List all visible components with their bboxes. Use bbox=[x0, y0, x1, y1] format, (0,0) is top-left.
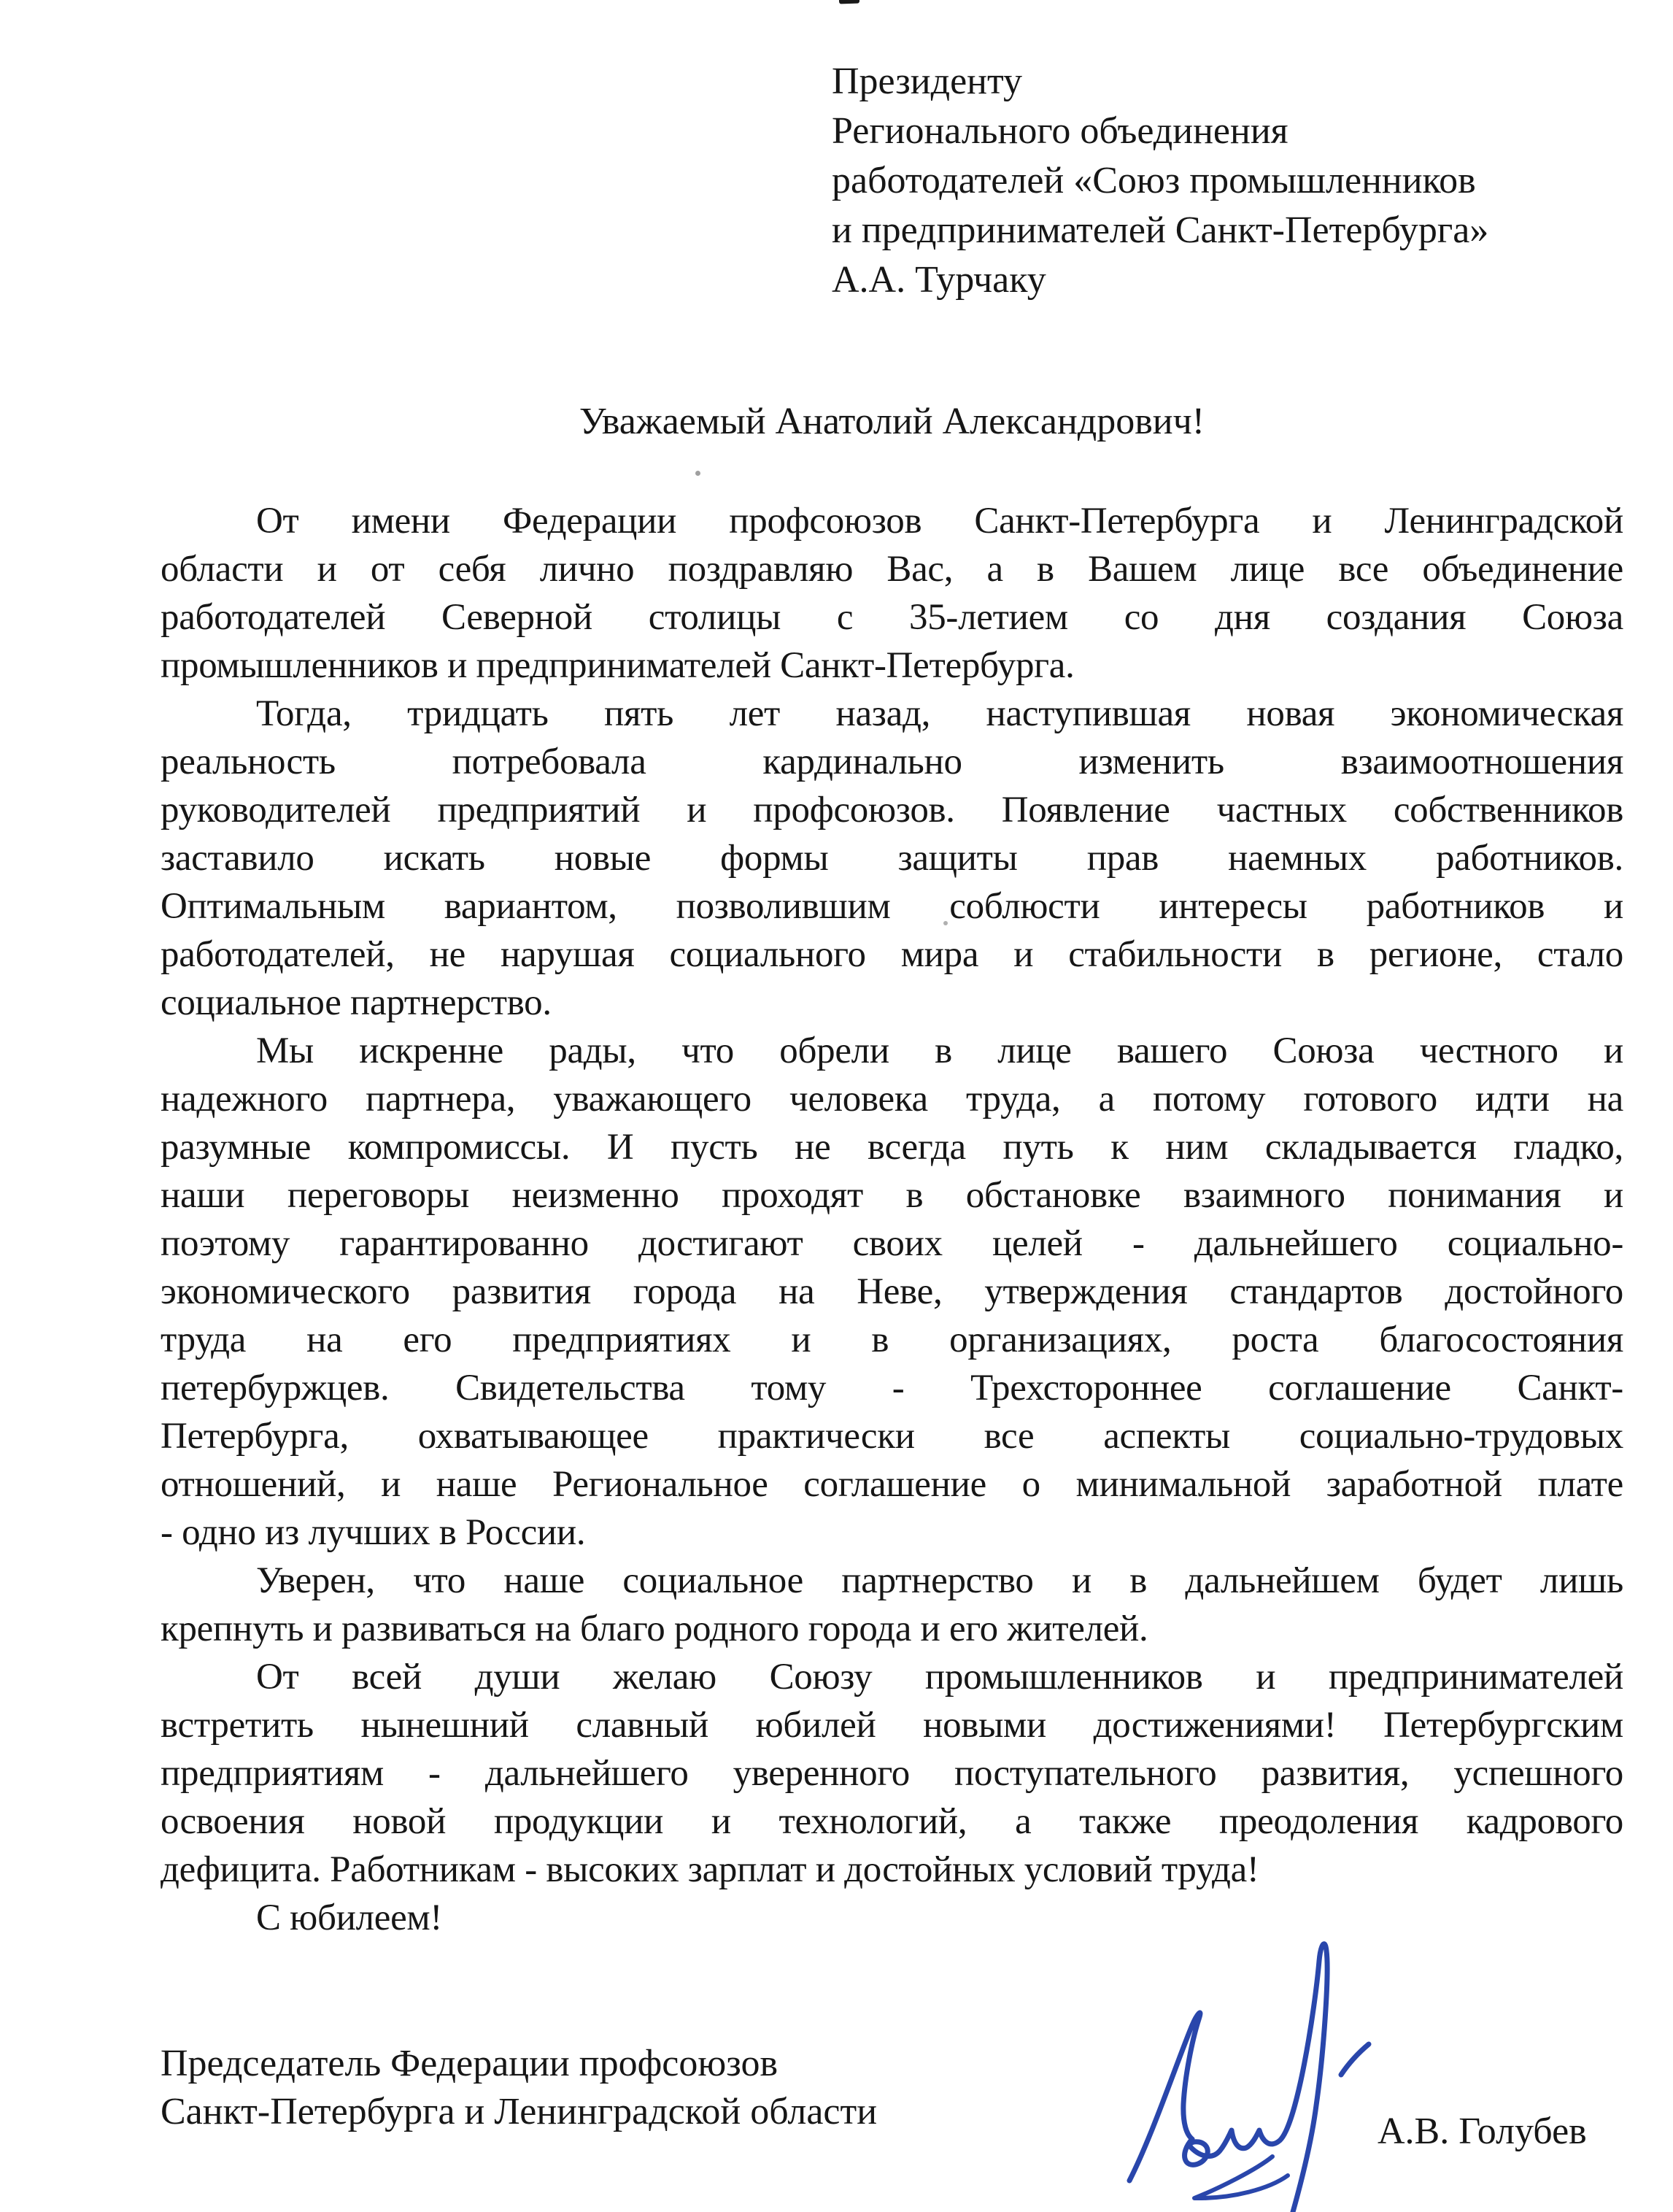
signature-main-stroke bbox=[1129, 1944, 1327, 2212]
scan-artifact-dot bbox=[695, 471, 700, 476]
body-line: От имени Федерации профсоюзов Санкт-Петербурга и Ленинградской bbox=[256, 501, 1623, 542]
signatory-position-line: Санкт-Петербурга и Ленинградской области bbox=[161, 2091, 878, 2132]
body-line: труда на его предприятиях и в организациях, роста благосостояния bbox=[161, 1319, 1623, 1360]
signature-accent-stroke bbox=[1341, 2044, 1369, 2075]
body-line: Оптимальным вариантом, позволившим соблюсти интересы работников и bbox=[161, 886, 1623, 927]
body-line: Мы искренне рады, что обрели в лице вашего Союза честного и bbox=[256, 1030, 1623, 1071]
recipient-block bbox=[832, 57, 1605, 305]
body-line: Петербурга, охватывающее практически все аспекты социально-трудовых bbox=[161, 1416, 1623, 1457]
body-line: работодателей Северной столицы с 35-летием со дня создания Союза bbox=[161, 597, 1623, 638]
body-line: предприятиям - дальнейшего уверенного поступательного развития, успешного bbox=[161, 1753, 1623, 1794]
salutation: Уважаемый Анатолий Александрович! bbox=[579, 401, 1205, 442]
handwritten-signature bbox=[1102, 1908, 1394, 2212]
body-line: крепнуть и развиваться на благо родного города и его жителей. bbox=[161, 1608, 1148, 1649]
signature-flourish-stroke bbox=[1194, 2157, 1288, 2198]
body-line: работодателей, не нарушая социального мира и стабильности в регионе, стало bbox=[161, 934, 1623, 975]
body-line: - одно из лучших в России. bbox=[161, 1512, 586, 1553]
recipient-line: работодателей «Союз промышленников bbox=[832, 160, 1476, 201]
body-line: освоения новой продукции и технологий, а также преодоления кадрового bbox=[161, 1801, 1623, 1842]
recipient-line: Президенту bbox=[832, 61, 1023, 102]
recipient-line: и предпринимателей Санкт-Петербурга» bbox=[832, 209, 1489, 251]
body-line: дефицита. Работникам - высоких зарплат и достойных условий труда! bbox=[161, 1849, 1259, 1890]
body-line: реальность потребовала кардинально изменить взаимоотношения bbox=[161, 741, 1623, 782]
body-line: отношений, и наше Региональное соглашение о минимальной заработной плате bbox=[161, 1464, 1623, 1505]
body-line: Тогда, тридцать пять лет назад, наступившая новая экономическая bbox=[256, 693, 1623, 734]
body-line: С юбилеем! bbox=[256, 1897, 443, 1938]
body-line: поэтому гарантированно достигают своих целей - дальнейшего социально- bbox=[161, 1223, 1623, 1264]
signatory-position bbox=[161, 2040, 1109, 2136]
body-line: петербуржцев. Свидетельства тому - Трехстороннее соглашение Санкт- bbox=[161, 1368, 1623, 1408]
signatory-position-line: Председатель Федерации профсоюзов bbox=[161, 2043, 778, 2084]
signatory-name: А.В. Голубев bbox=[1378, 2111, 1587, 2152]
letter-body bbox=[161, 497, 1623, 1942]
recipient-line: Регионального объединения bbox=[832, 110, 1288, 152]
body-line: От всей души желаю Союзу промышленников и предпринимателей bbox=[256, 1657, 1623, 1697]
body-line: экономического развития города на Неве, утверждения стандартов достойного bbox=[161, 1271, 1623, 1312]
scan-artifact-mark bbox=[839, 0, 859, 4]
body-line: надежного партнера, уважающего человека труда, а потому готового идти на bbox=[161, 1079, 1623, 1120]
body-line: заставило искать новые формы защиты прав наемных работников. bbox=[161, 838, 1623, 879]
body-line: Уверен, что наше социальное партнерство и в дальнейшем будет лишь bbox=[256, 1560, 1623, 1601]
body-line: руководителей предприятий и профсоюзов. Появление частных собственников bbox=[161, 790, 1623, 831]
body-line: встретить нынешний славный юбилей новыми достижениями! Петербургским bbox=[161, 1705, 1623, 1746]
body-line: разумные компромиссы. И пусть не всегда путь к ним складывается гладко, bbox=[161, 1127, 1623, 1168]
body-line: социальное партнерство. bbox=[161, 982, 552, 1023]
body-line: наши переговоры неизменно проходят в обстановке взаимного понимания и bbox=[161, 1175, 1623, 1216]
body-line: области и от себя лично поздравляю Вас, а в Вашем лице все объединение bbox=[161, 549, 1623, 590]
recipient-line: А.А. Турчаку bbox=[832, 259, 1046, 301]
body-line: промышленников и предпринимателей Санкт-Петербурга. bbox=[161, 645, 1075, 686]
